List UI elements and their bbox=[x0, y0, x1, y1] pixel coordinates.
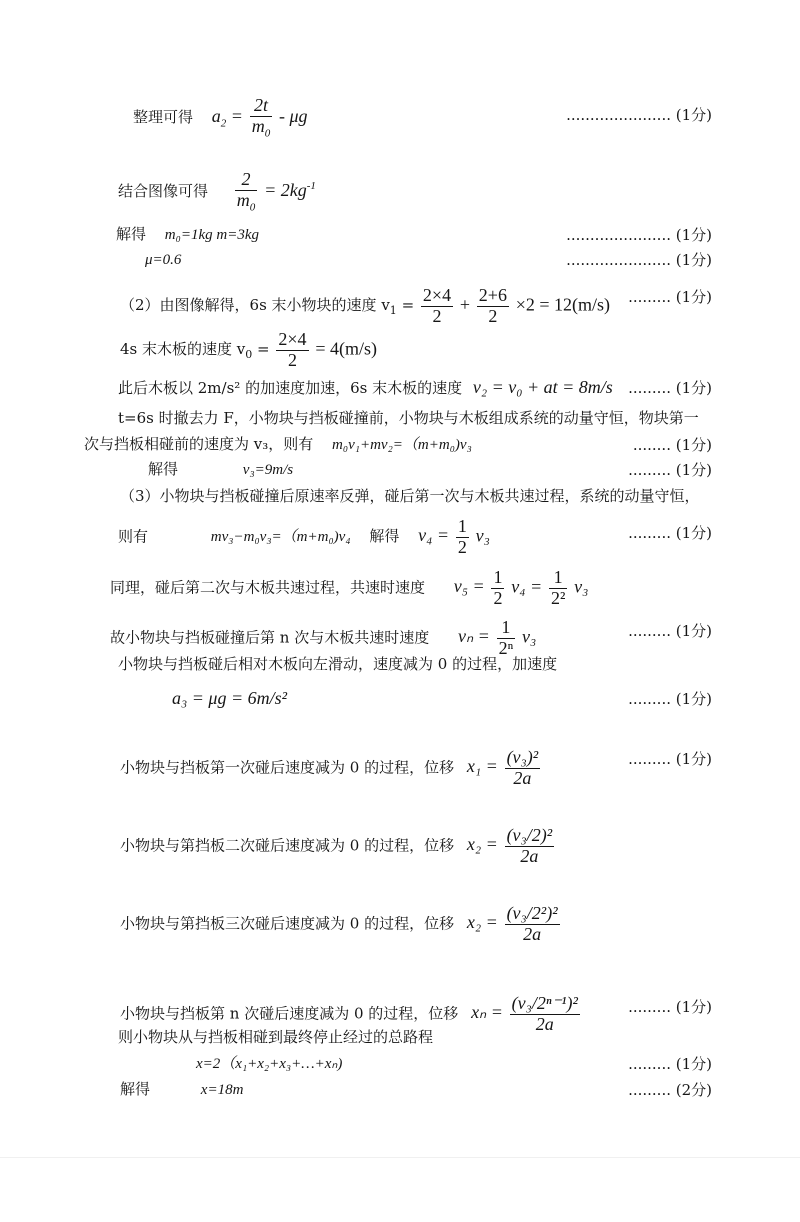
label-text: 则小物块从与挡板相碰到最终停止经过的总路程 bbox=[118, 1028, 434, 1046]
step-graph bbox=[118, 170, 316, 213]
score-mark: ......... (1分) bbox=[628, 1055, 712, 1073]
step-vn bbox=[110, 618, 536, 659]
math-tail: - μg bbox=[279, 105, 308, 126]
math-lhs: v₄ = bbox=[418, 525, 450, 546]
step-momentum-eq bbox=[84, 434, 472, 455]
score-mark: ......... (1分) bbox=[628, 622, 712, 640]
score-mark: ......... (1分) bbox=[628, 288, 712, 306]
label-text: 则有 bbox=[118, 527, 149, 546]
plus-sign: + bbox=[459, 294, 471, 315]
step-accel-intro bbox=[118, 654, 557, 674]
label-text: 同理，碰后第二次与木板共速过程，共速时速度 bbox=[110, 578, 426, 597]
step-final bbox=[120, 1079, 243, 1100]
label-text: 解得 bbox=[369, 527, 400, 546]
step-organize bbox=[133, 96, 308, 139]
math-tail: v₃ bbox=[522, 626, 537, 647]
label-text: 小物块与第挡板二次碰后速度减为 0 的过程，位移 bbox=[120, 836, 455, 855]
label-text: 小物块与第挡板三次碰后速度减为 0 的过程，位移 bbox=[120, 914, 455, 933]
math-eq: v₂ = v₀ + at = 8m/s bbox=[472, 377, 613, 397]
score-mark: ......... (1分) bbox=[628, 524, 712, 542]
math-eq: x=2（x₁+x₂+x₃+…+xₙ) bbox=[196, 1056, 343, 1072]
label-text: 结合图像可得 bbox=[118, 181, 209, 200]
math-mid: v₄ = bbox=[511, 576, 543, 597]
page-divider bbox=[0, 1157, 800, 1158]
score-mark: ...................... (1分) bbox=[566, 106, 712, 124]
score-mark: ......... (1分) bbox=[628, 998, 712, 1016]
label-text: 解得 bbox=[148, 460, 179, 478]
math-eq: x=18m bbox=[200, 1082, 244, 1098]
score-mark: ......... (1分) bbox=[628, 379, 712, 397]
math-tail: v₃ bbox=[475, 525, 490, 546]
step-x1 bbox=[120, 748, 542, 789]
fraction-2-m0: $\frac{2}{m_0}$ bbox=[236, 169, 256, 214]
math-a2: $a_2$ = bbox=[211, 105, 243, 130]
score-mark: ........ (1分) bbox=[632, 436, 712, 454]
label-text: 次与挡板相碰前的速度为 v₃，则有 bbox=[84, 435, 314, 453]
score-mark: ......... (1分) bbox=[628, 690, 712, 708]
math-lhs: x₂ = bbox=[466, 834, 498, 855]
label-text: 此后木板以 2m/s² 的加速度加速，6s 末木板的速度 bbox=[118, 379, 463, 397]
math-lhs: xₙ = bbox=[471, 1002, 503, 1023]
step-mu bbox=[145, 249, 181, 270]
math-lhs: v₅ = bbox=[453, 576, 485, 597]
label-text: （3）小物块与挡板碰撞后原速率反弹，碰后第一次与木板共速过程，系统的动量守恒， bbox=[120, 487, 700, 505]
score-mark: ......... (1分) bbox=[628, 461, 712, 479]
math-values: μ=0.6 bbox=[145, 252, 182, 268]
step-solve-masses bbox=[116, 224, 259, 245]
math-tail: ×2 = 12(m/s) bbox=[515, 294, 611, 315]
step-x2 bbox=[120, 826, 556, 867]
step-total-intro bbox=[118, 1027, 433, 1047]
fraction-2p6-2: $\frac{2+6}{2}$ bbox=[478, 285, 507, 326]
math-lhs: x₂ = bbox=[466, 912, 498, 933]
step-x3 bbox=[120, 904, 562, 945]
step-a3 bbox=[172, 688, 287, 709]
math-tail: = $2kg^{-1}$ bbox=[264, 179, 316, 200]
fraction-2x4-2: $\frac{2\times 4}{2}$ bbox=[278, 329, 307, 370]
score-mark: ......... (2分) bbox=[628, 1081, 712, 1099]
label-text: 故小物块与挡板碰撞后第 n 次与木板共速时速度 bbox=[110, 628, 430, 647]
step-v0 bbox=[120, 330, 377, 371]
fraction-x3: $\frac{\text{(v₃/2²)²}}{2a}$ bbox=[506, 903, 558, 944]
fraction-1-2: $\frac{1}{2}$ bbox=[493, 567, 503, 608]
label-text: 4s 末木板的速度 $v_0$ = bbox=[120, 340, 270, 362]
fraction-2x4-2: $\frac{2\times 4}{2}$ bbox=[422, 285, 452, 326]
fraction-1-2n: $\frac{1}{\text{2ⁿ}}$ bbox=[498, 617, 514, 658]
step-v5 bbox=[110, 568, 588, 609]
fraction-x1: $\frac{\text{(v₃)²}}{2a}$ bbox=[506, 747, 539, 788]
label-text: 小物块与挡板第一次碰后速度减为 0 的过程，位移 bbox=[120, 758, 455, 777]
fraction-1-2sq: $\frac{1}{\text{2²}}$ bbox=[550, 567, 566, 608]
fraction-xn: $\frac{\text{(v₃/2ⁿ⁻¹)²}}{2a}$ bbox=[511, 993, 578, 1034]
step-v4 bbox=[118, 517, 490, 558]
math-values: m₀=1kg m=3kg bbox=[164, 227, 259, 243]
math-eq: a₃ = μg = 6m/s² bbox=[172, 688, 287, 708]
math-lhs: vₙ = bbox=[457, 626, 490, 647]
math-eq: v₃=9m/s bbox=[242, 462, 294, 478]
label-text: t=6s 时撤去力 F，小物块与挡板碰撞前，小物块与木板组成系统的动量守恒，物块第一 bbox=[118, 409, 699, 427]
score-mark: ......... (1分) bbox=[628, 750, 712, 768]
fraction-2t-m0: $\frac{2t}{m_0}$ bbox=[251, 95, 271, 140]
step-v2 bbox=[118, 377, 613, 398]
math-eq: m₀v₁+mv₂=（m+m₀)v₃ bbox=[332, 437, 472, 453]
step-part3-intro bbox=[120, 486, 700, 506]
fraction-1-2: $\frac{1}{2}$ bbox=[457, 516, 467, 557]
math-tail: = 4(m/s) bbox=[315, 338, 377, 359]
math-lhs: x₁ = bbox=[466, 756, 498, 777]
step-v3 bbox=[148, 459, 293, 480]
label-text: 解得 bbox=[120, 1080, 151, 1098]
score-mark: ...................... (1分) bbox=[566, 251, 712, 269]
fraction-x2: $\frac{\text{(v₃/2)²}}{2a}$ bbox=[506, 825, 553, 866]
label-text: 小物块与挡板碰后相对木板向左滑动，速度减为 0 的过程，加速度 bbox=[118, 655, 558, 673]
label-text: 解得 bbox=[116, 225, 147, 243]
step-v1 bbox=[120, 286, 610, 327]
step-total-eq bbox=[196, 1053, 342, 1074]
math-tail: v₃ bbox=[574, 576, 589, 597]
score-mark: ...................... (1分) bbox=[566, 226, 712, 244]
label-text: 小物块与挡板第 n 次碰后速度减为 0 的过程，位移 bbox=[120, 1004, 459, 1023]
label-text: （2）由图像解得，6s 末小物块的速度 $v_1$ = bbox=[120, 296, 415, 318]
math-eq: mv₃−m₀v₃=（m+m₀)v₄ bbox=[210, 529, 351, 546]
label-text: 整理可得 bbox=[133, 107, 194, 126]
step-momentum-intro bbox=[118, 408, 699, 428]
